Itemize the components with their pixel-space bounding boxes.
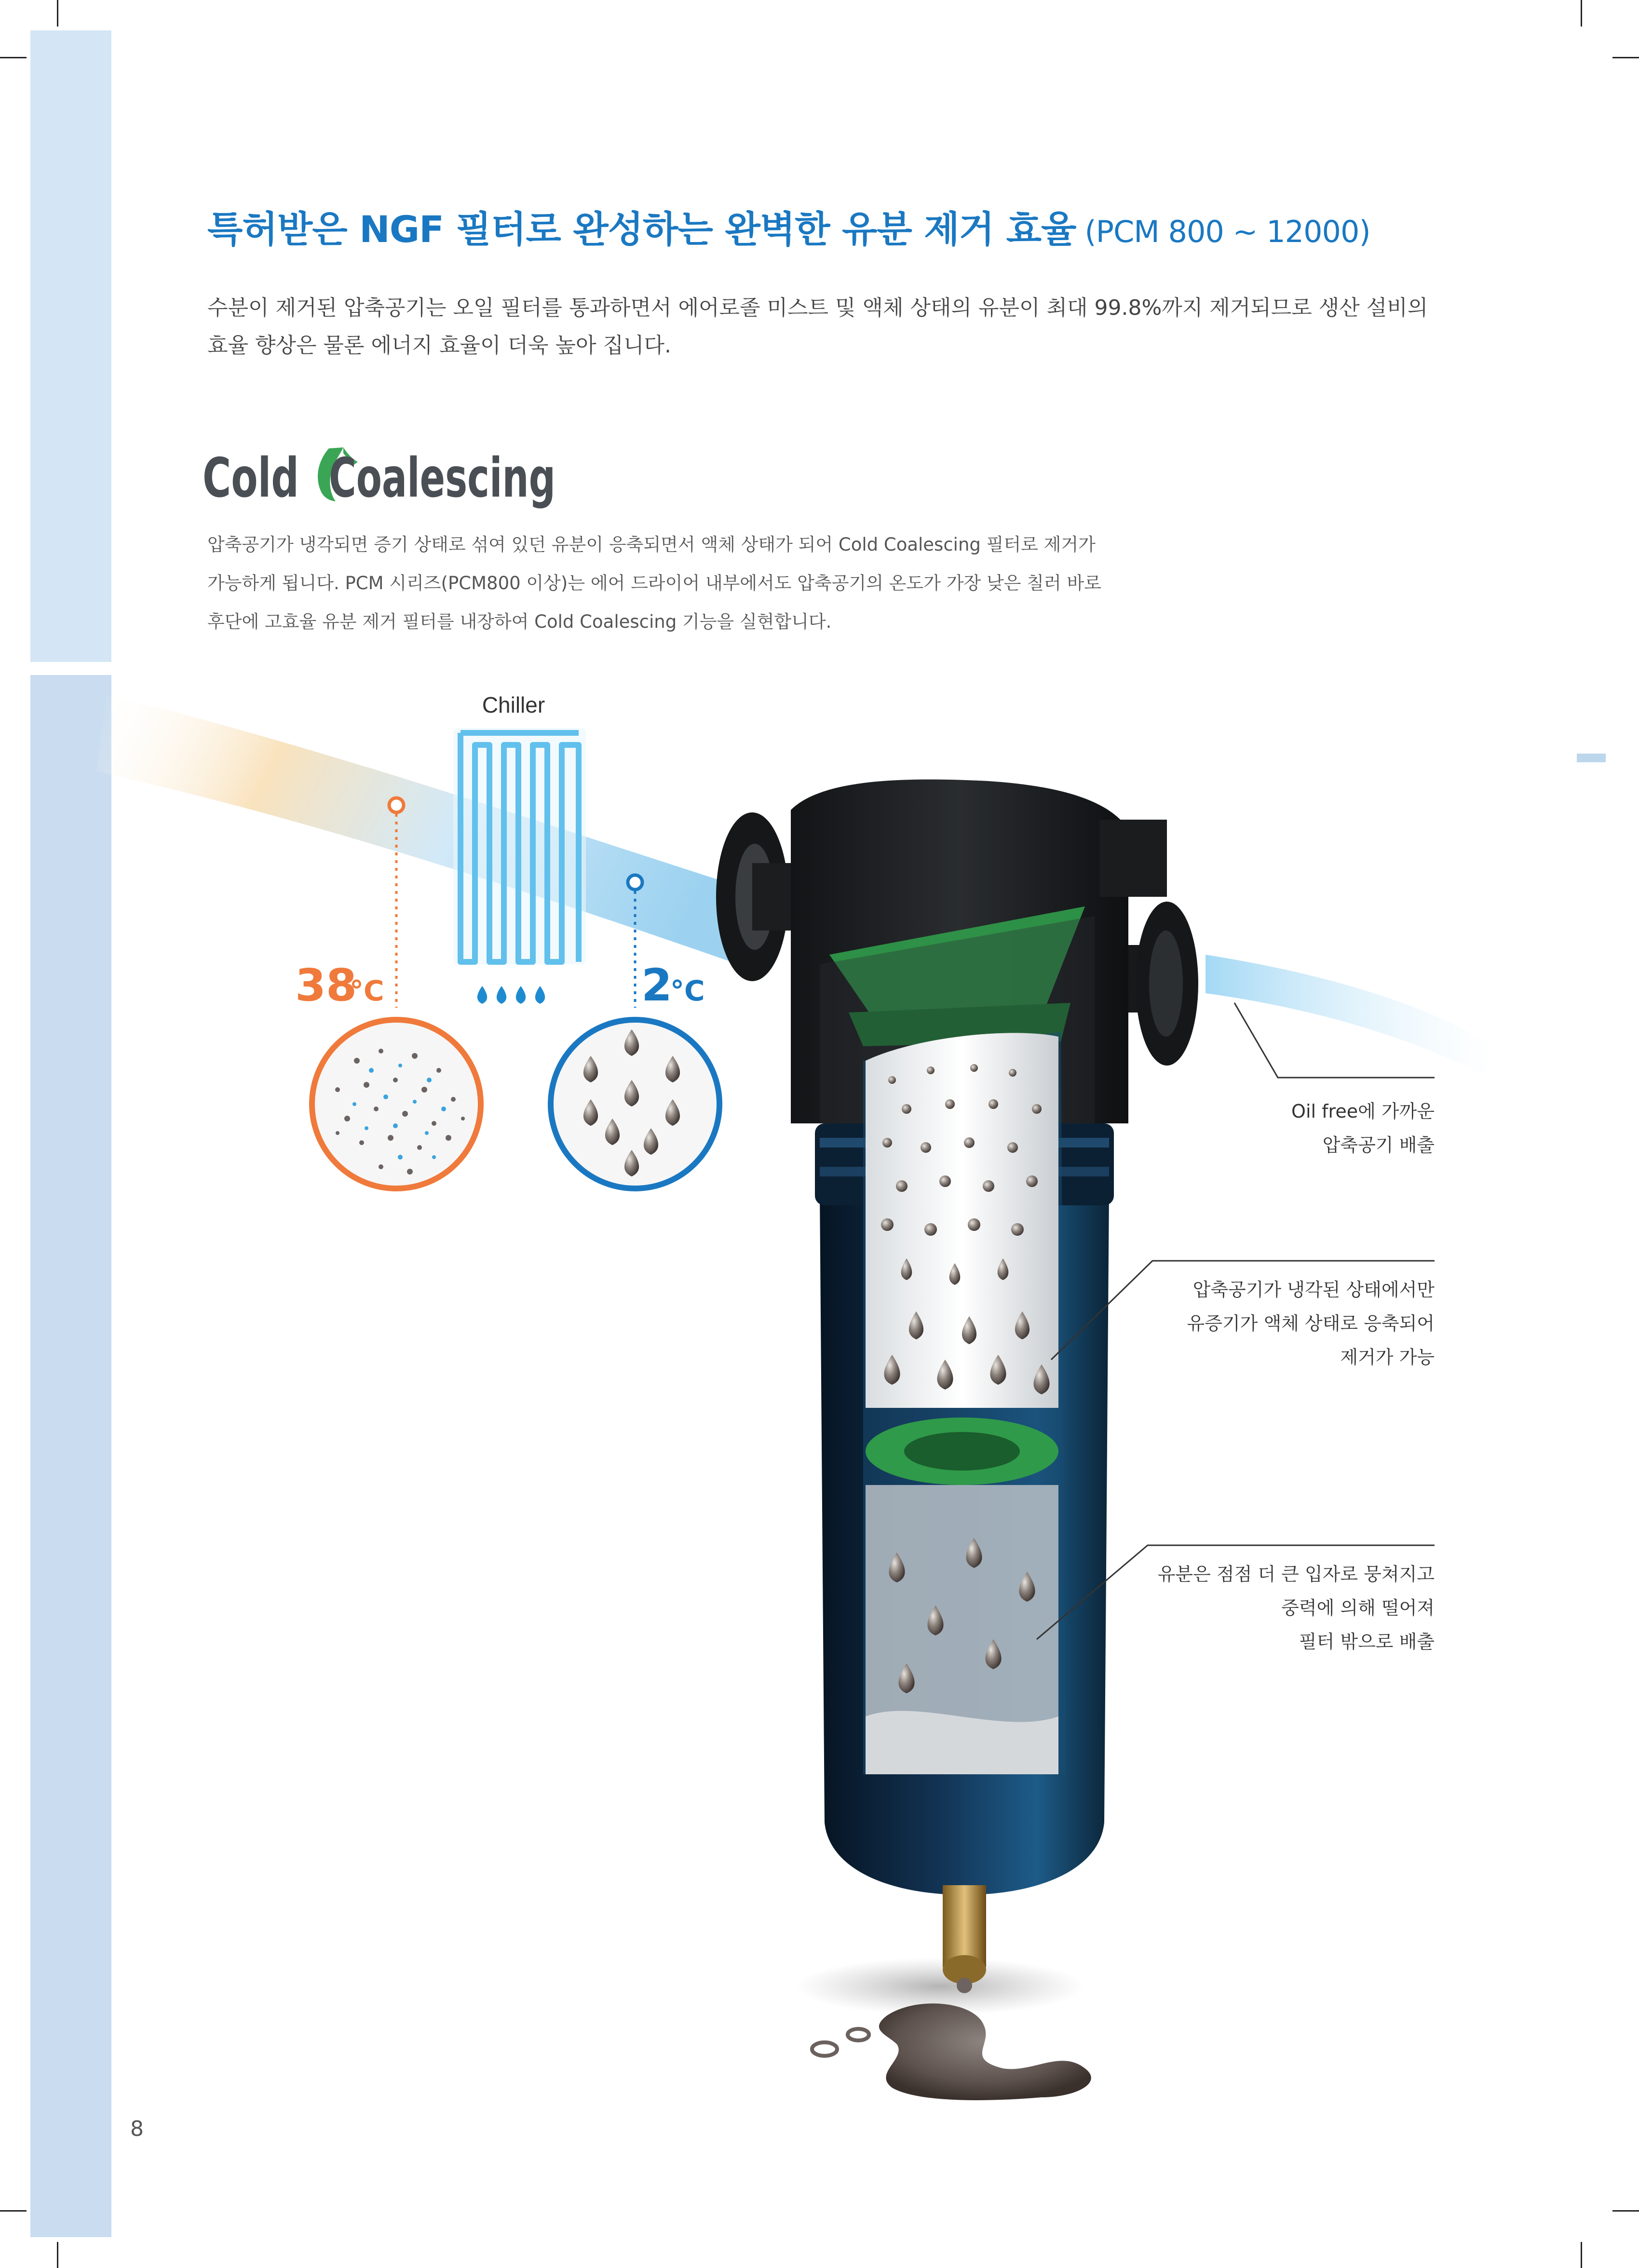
crop-mark [1581,0,1582,27]
filter-element [866,1033,1058,1408]
crop-mark [1612,57,1639,58]
cold-coalescing-description: 압축공기가 냉각되면 증기 상태로 섞여 있던 유분이 응축되면서 액체 상태가 되어 Cold Coalescing 필터로 제거가 가능하게 됩니다. PCM 시리즈(PCM800 이상)는 에어 드라이어 내부에서도 압축공기의 온도가 가장 낮은 칠러 바로 후단에 고효율 유분 제거 필터를 내장하여 Cold Coalescing 기능을 실현합니다. [207,534,1101,632]
crop-mark [1612,2210,1639,2212]
crop-mark [1581,2242,1582,2268]
sidebar-band-top [30,30,111,662]
warm-temp-unit: °C [350,974,384,1007]
callout-line: Oil free에 가까운 [1291,1101,1435,1122]
warm-vapor-circle [312,1020,481,1188]
condensate-drops [477,986,545,1004]
crop-mark [0,2210,27,2212]
model-range: (PCM 800 ~ 12000) [1084,214,1370,249]
callout-oil-free [1206,1094,1435,1162]
warm-temp-value: 38 [295,959,357,1011]
logo-coalescing-text: Coalescing [329,447,555,510]
callout-line: 압축공기가 냉각된 상태에서만 [1192,1279,1435,1300]
intro-paragraph: 수분이 제거된 압축공기는 오일 필터를 통과하면서 에어로졸 미스트 및 액체 상태의 유분이 최대 99.8%까지 제거되므로 생산 설비의 효율 향상은 물론 에너지 효율이 더욱 높아 집니다. [207,296,1428,358]
cold-coalescing-illustration [0,665,1639,2150]
crop-mark [57,2242,58,2268]
title-text: 특허받은 NGF 필터로 완성하는 완벽한 유분 제거 효율 [207,208,1076,251]
crop-mark [57,0,58,27]
logo-cold-text: Cold [203,447,299,510]
callout-coalescing [1109,1557,1435,1659]
cold-droplet-circle [551,1020,719,1188]
callout-line: 필터 밖으로 배출 [1299,1631,1435,1652]
callout-line: 유증기가 액체 상태로 응축되어 [1187,1313,1435,1334]
cold-temp-value: 2 [641,959,673,1011]
inlet-port [716,812,800,981]
callout-line: 제거가 가능 [1340,1347,1435,1368]
filter-housing [716,780,1198,2015]
page-number: 8 [130,2117,144,2141]
page-title [207,200,1370,253]
callout-line: 압축공기 배출 [1322,1134,1435,1156]
callout-line: 중력에 의해 떨어져 [1281,1597,1435,1619]
cold-temp-unit: °C [670,974,705,1007]
chiller-label: Chiller [482,692,545,717]
cold-air-stream [1206,955,1495,1075]
drain-valve [943,1885,986,1967]
callout-condensation [1109,1273,1435,1374]
cold-coalescing-logo [203,415,559,511]
chiller-coil-icon [453,728,586,964]
warm-air-stream [96,694,772,969]
crop-mark [0,57,27,58]
oil-puddle [812,2003,1091,2100]
callout-line: 유분은 점점 더 큰 입자로 뭉쳐지고 [1157,1564,1435,1585]
